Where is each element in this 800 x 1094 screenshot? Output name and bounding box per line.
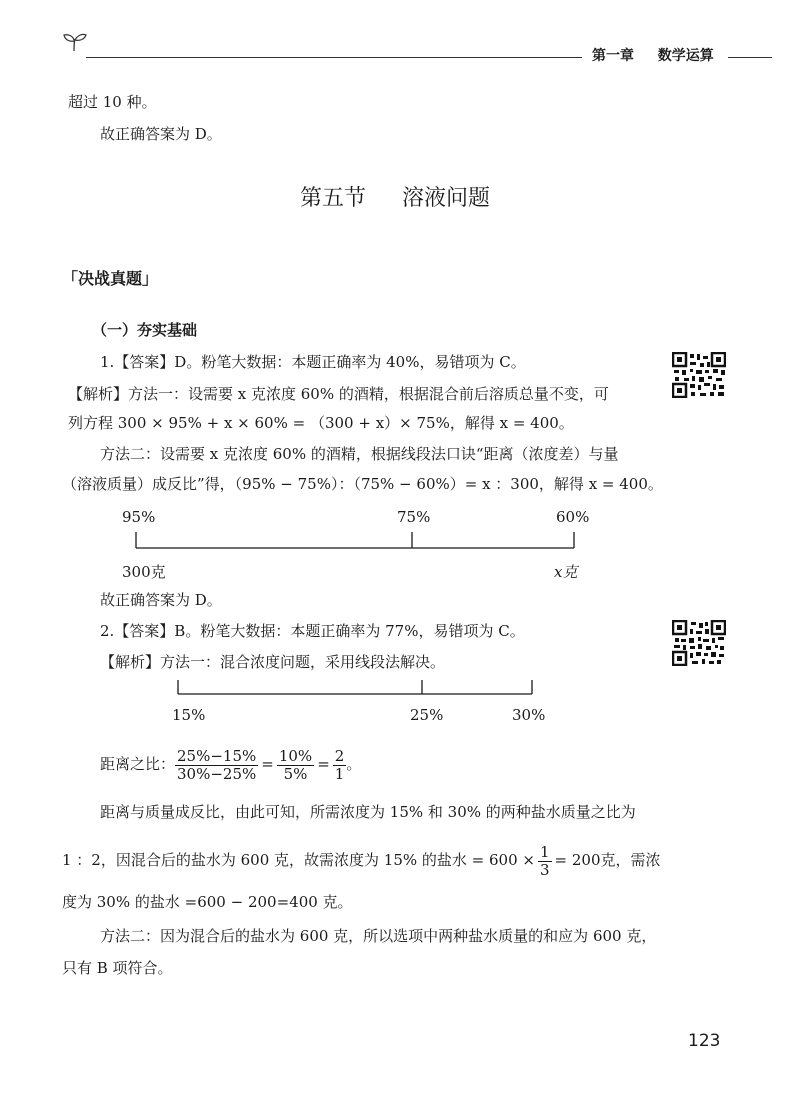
diagram1-label: 95% <box>122 508 156 526</box>
fraction <box>333 748 347 783</box>
text-line: 只有 B 项符合。 <box>62 959 173 977</box>
sprout-icon <box>62 32 88 52</box>
page-number: 123 <box>688 1031 721 1051</box>
fraction-numerator: 1 <box>539 842 550 861</box>
block-label-text: 决战真题 <box>78 269 143 288</box>
text-line: 故正确答案为 D。 <box>100 125 222 143</box>
q1-solution-line1: 【解析】方法一：设需要 x 克浓度 60% 的酒精，根据混合前后溶质总量不变，可 <box>68 385 609 403</box>
bracket-close-icon: 」 <box>142 269 159 288</box>
header-chapter <box>592 46 714 66</box>
diagram1-label: x克 <box>554 563 578 581</box>
fraction-denominator: 3 <box>539 860 550 879</box>
text-line: 度为 30% 的盐水 =600 − 200=400 克。 <box>62 893 353 911</box>
fraction-numerator: 2 <box>334 746 345 765</box>
fraction <box>175 748 258 783</box>
q1-final: 故正确答案为 D。 <box>100 591 222 609</box>
diagram2-label: 25% <box>410 706 444 724</box>
fraction-denominator: 30%−25% <box>177 764 257 783</box>
block-label <box>62 268 158 290</box>
equals-sign: = <box>261 755 274 773</box>
ratio-end: 。 <box>346 755 362 773</box>
q1-answer: 1.【答案】D。粉笔大数据：本题正确率为 40%，易错项为 C。 <box>100 353 526 371</box>
section-title-name: 溶液问题 <box>402 186 491 211</box>
q1-solution-line2: 列方程 300 × 95% + x × 60% = （300 + x）× 75%，解得 x = 400。 <box>68 414 574 432</box>
equals-sign: = <box>317 755 330 773</box>
fraction-denominator: 1 <box>334 764 345 783</box>
text-line: 方法二：因为混合后的盐水为 600 克，所以选项中两种盐水质量的和应为 600 克， <box>100 927 657 945</box>
diagram2-label: 15% <box>172 706 206 724</box>
diagram1-label: 60% <box>556 508 590 526</box>
q2-solution: 【解析】方法一：混合浓度问题，采用线段法解决。 <box>100 653 446 671</box>
section-title-number: 第五节 <box>300 186 367 211</box>
header-rule-left <box>86 57 582 58</box>
header-chapter-label: 第一章 <box>592 48 634 64</box>
bracket-open-icon: 「 <box>62 269 79 288</box>
text-line: 距离与质量成反比，由此可知，所需浓度为 15% 和 30% 的两种盐水质量之比为 <box>100 803 636 821</box>
fraction-numerator: 10% <box>278 746 313 765</box>
line-segment-diagram-1 <box>134 528 580 550</box>
diagram2-label: 30% <box>512 706 546 724</box>
text-line: 超过 10 种。 <box>68 93 157 111</box>
diagram1-label: 300克 <box>122 563 166 581</box>
header-rule-right <box>728 57 772 58</box>
section-title <box>300 185 490 213</box>
ratio-prefix: 距离之比： <box>100 755 176 773</box>
qr-code-icon[interactable] <box>672 620 726 666</box>
qr-code-icon[interactable] <box>672 352 726 398</box>
calc-line-start: 1 ：2，因混合后的盐水为 600 克，故需浓度为 15% 的盐水 = 600 × <box>62 851 535 869</box>
fraction <box>538 844 552 879</box>
calc-line-end: = 200克，需浓 <box>554 851 661 869</box>
line-segment-diagram-2 <box>176 678 536 698</box>
ratio-formula <box>100 744 361 784</box>
diagram1-label: 75% <box>397 508 431 526</box>
fraction <box>277 748 314 783</box>
fraction-numerator: 25%−15% <box>177 746 257 765</box>
header-book-section: 数学运算 <box>657 48 714 64</box>
fraction-denominator: 5% <box>283 764 308 783</box>
q2-answer: 2.【答案】B。粉笔大数据：本题正确率为 77%，易错项为 C。 <box>100 622 525 640</box>
calc-line <box>62 840 661 880</box>
q1-method2-line2: （溶液质量）成反比”得，（95% − 75%）：（75% − 60%）= x ：300，解得 x = 400。 <box>62 475 663 493</box>
subsection-title: （一）夯实基础 <box>92 321 198 339</box>
q1-method2-line1: 方法二：设需要 x 克浓度 60% 的酒精，根据线段法口诀“距离（浓度差）与量 <box>100 445 619 463</box>
